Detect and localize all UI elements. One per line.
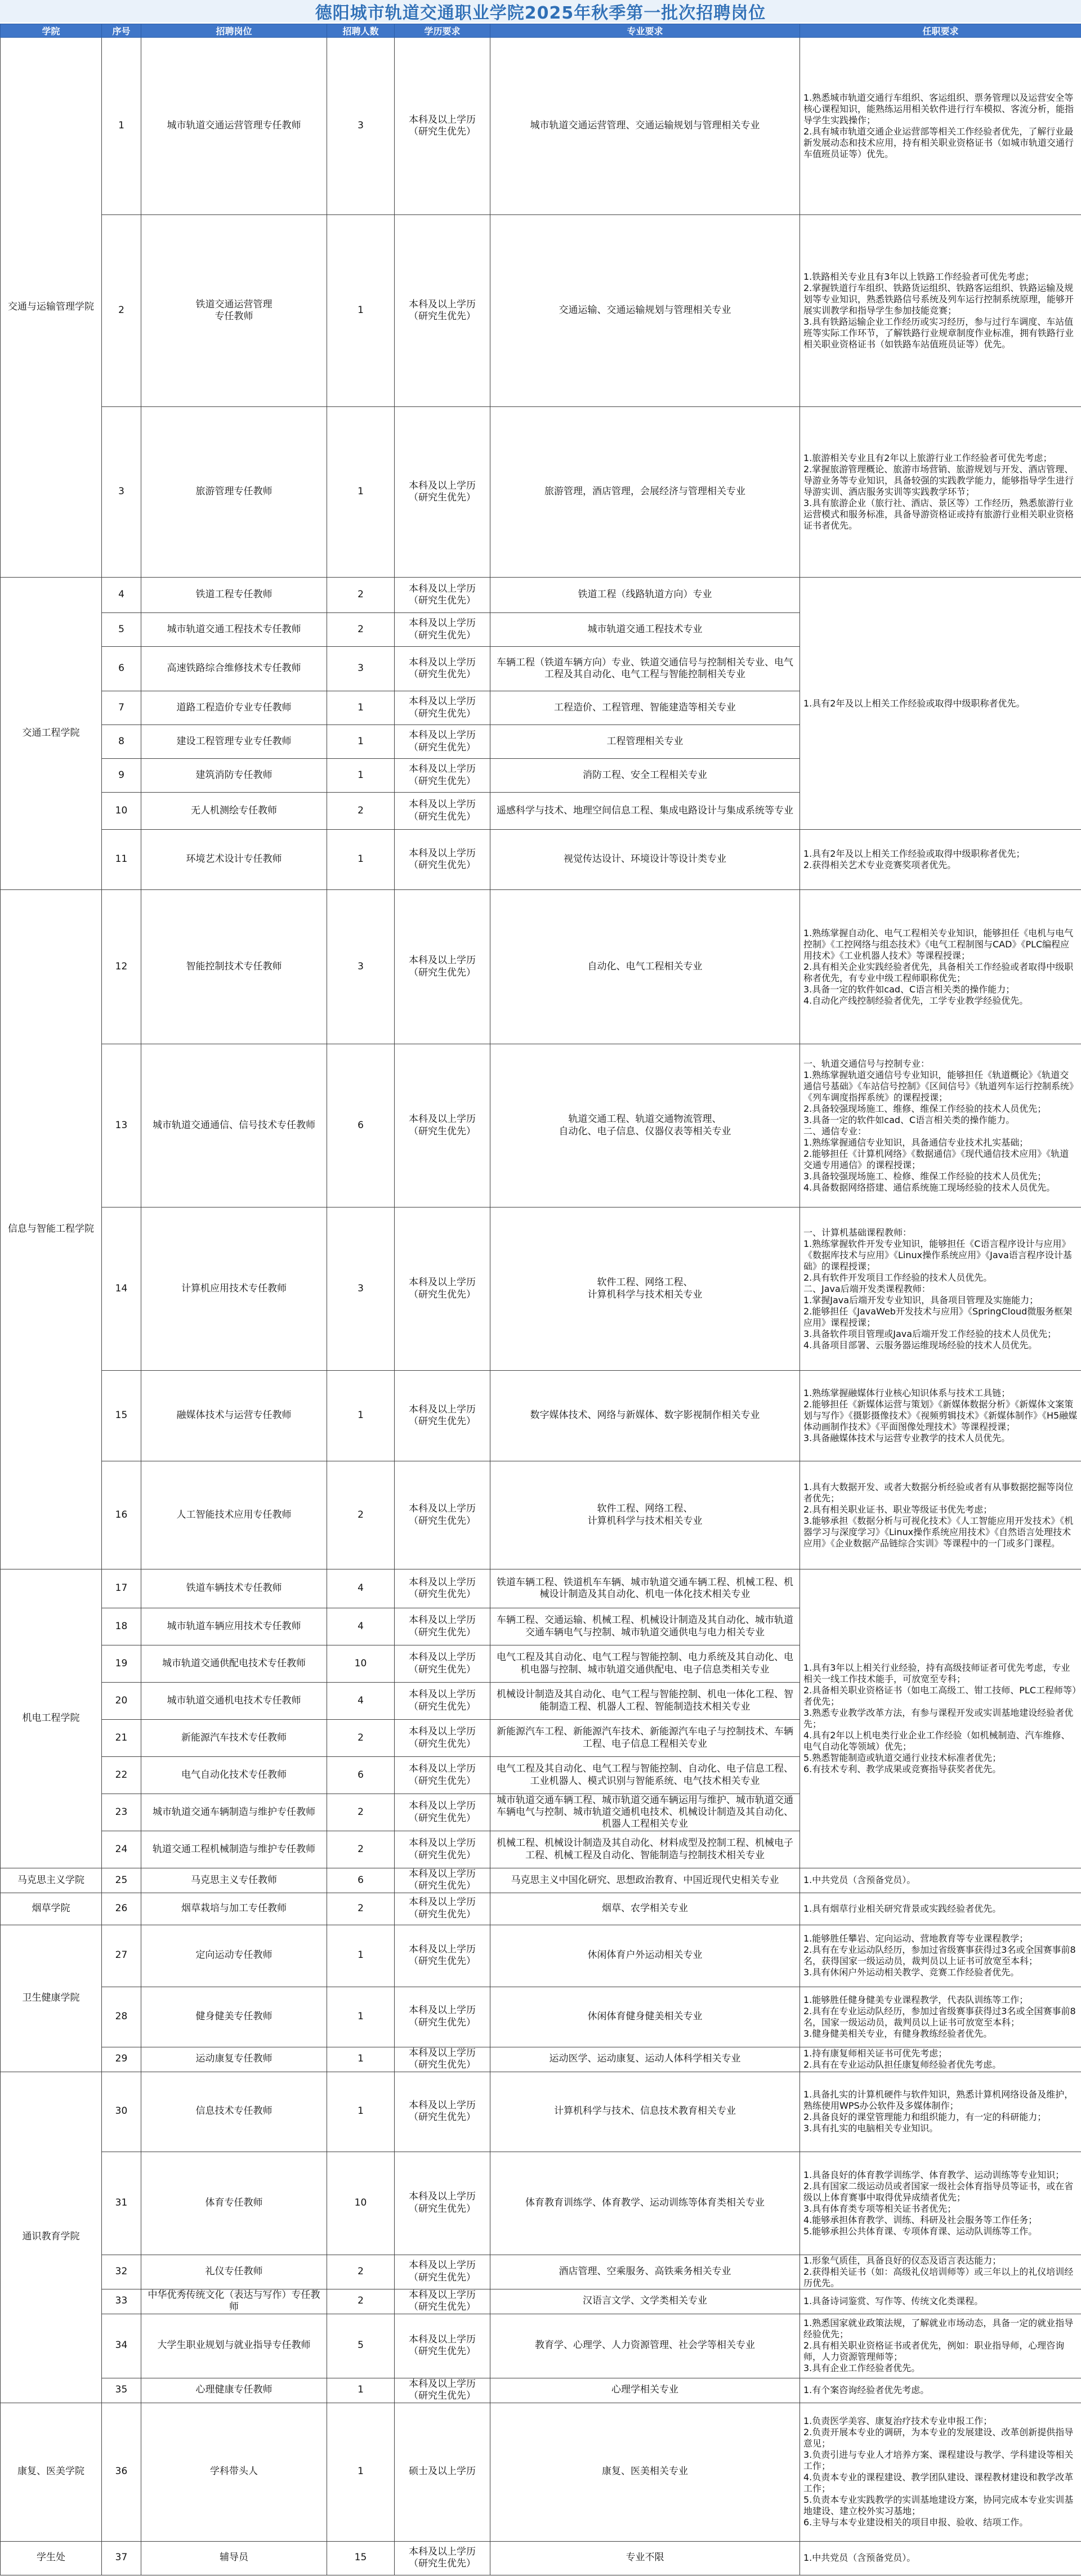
education-cell: 本科及以上学历 （研究生优先） <box>395 1208 490 1371</box>
seq-cell: 34 <box>102 2314 141 2378</box>
seq-cell: 5 <box>102 613 141 647</box>
count-cell: 2 <box>327 1893 395 1925</box>
header-seq: 序号 <box>102 24 141 38</box>
count-cell: 6 <box>327 1868 395 1893</box>
education-cell: 本科及以上学历 （研究生优先） <box>395 2047 490 2072</box>
major-cell: 工程管理相关专业 <box>490 725 800 759</box>
count-cell: 1 <box>327 2378 395 2403</box>
seq-cell: 13 <box>102 1044 141 1208</box>
major-cell: 康复、医美相关专业 <box>490 2403 800 2541</box>
post-cell: 城市轨道交通车辆制造与维护专任教师 <box>141 1794 327 1831</box>
education-cell: 本科及以上学历 （研究生优先） <box>395 793 490 830</box>
post-cell: 铁道交通运营管理 专任教师 <box>141 215 327 407</box>
count-cell: 1 <box>327 1371 395 1461</box>
post-cell: 城市轨道交通运营管理专任教师 <box>141 38 327 215</box>
major-cell: 城市轨道交通车辆工程、城市轨道交通车辆运用与维护、城市轨道交通车辆电气与控制、城市轨道交通机电技术、机械设计制造及其自动化、机器人工程相关专业 <box>490 1794 800 1831</box>
major-cell: 铁道工程（线路轨道方向）专业 <box>490 578 800 613</box>
major-cell: 汉语言文学、文学类相关专业 <box>490 2289 800 2314</box>
education-cell: 本科及以上学历 （研究生优先） <box>395 830 490 890</box>
seq-cell: 23 <box>102 1794 141 1831</box>
post-cell: 中华优秀传统文化（表达与写作）专任教师 <box>141 2289 327 2314</box>
seq-cell: 16 <box>102 1461 141 1569</box>
count-cell: 1 <box>327 691 395 725</box>
seq-cell: 2 <box>102 215 141 407</box>
post-cell: 健身健美专任教师 <box>141 1987 327 2047</box>
table-row <box>1 2289 1081 2314</box>
education-cell: 本科及以上学历 （研究生优先） <box>395 1757 490 1794</box>
education-cell: 本科及以上学历 （研究生优先） <box>395 1925 490 1987</box>
education-cell: 本科及以上学历 （研究生优先） <box>395 2072 490 2152</box>
title-bar <box>0 0 1081 23</box>
header-count: 招聘人数 <box>327 24 395 38</box>
requirements-cell: 1.具有2年及以上相关工作经验或取得中级职称者优先。 <box>800 578 1081 830</box>
header-major: 专业要求 <box>490 24 800 38</box>
count-cell: 3 <box>327 38 395 215</box>
seq-cell: 29 <box>102 2047 141 2072</box>
major-cell: 机械工程、机械设计制造及其自动化、材料成型及控制工程、机械电子工程、机械工程及自动化、智能制造与控制技术相关专业 <box>490 1831 800 1868</box>
seq-cell: 9 <box>102 759 141 793</box>
department-cell: 机电工程学院 <box>1 1569 102 1868</box>
requirements-cell: 1.能够胜任攀岩、定向运动、营地教育等专业课程教学； 2.具有在专业运动队经历，参加过省级赛事获得过3名或全国赛事前8名，获得国家一级运动员，裁判员以上证书可放宽至本科； 3.具有休闲户外运动相关教学、竞赛工作经验者优先。 <box>800 1925 1081 1987</box>
major-cell: 新能源汽车工程、新能源汽车技术、新能源汽车电子与控制技术、车辆工程、电子信息工程相关专业 <box>490 1720 800 1757</box>
post-cell: 城市轨道交通机电技术专任教师 <box>141 1683 327 1720</box>
requirements-cell: 1.具有3年以上相关行业经验，持有高级技师证者可优先考虑，专业相关一线工作技术能手，可放宽至专科； 2.具备相关职业资格证书（如电工高级工、钳工技师、PLC工程师等）者优先； 3.熟悉专业教学改革方法，有参与课程开发或实训基地建设经验者优先； 4.具有2年以上机电类行业企业工作经验（如机械制造、汽车维修、电气自动化等领域）优先； 5.熟悉智能制造或轨道交通行业技术标准者优先； 6.有技术专利、教学成果或竞赛指导获奖者优先。 <box>800 1569 1081 1868</box>
post-cell: 铁道车辆技术专任教师 <box>141 1569 327 1608</box>
education-cell: 本科及以上学历 （研究生优先） <box>395 2541 490 2575</box>
department-cell: 交通工程学院 <box>1 578 102 890</box>
requirements-cell: 1.能够胜任健身健美专业课程教学，代表队训练等工作； 2.具有在专业运动队经历，参加过省级赛事获得过3名或全国赛事前8名，国家一级运动员，裁判员以上证书可放宽至本科； 3.健身健美相关专业，有健身教练经验者优先。 <box>800 1987 1081 2047</box>
post-cell: 轨道交通工程机械制造与维护专任教师 <box>141 1831 327 1868</box>
table-row <box>1 1987 1081 2047</box>
count-cell: 6 <box>327 1757 395 1794</box>
seq-cell: 32 <box>102 2255 141 2289</box>
count-cell: 4 <box>327 1683 395 1720</box>
requirements-cell: 1.熟悉国家就业政策法规，了解就业市场动态，具备一定的就业指导经验优先； 2.具有相关职业资格证书或者优先，例如：职业指导师，心理咨询师，人力资源管理师等； 3.具有企业工作经验者优先。 <box>800 2314 1081 2378</box>
page-title: 德阳城市轨道交通职业学院2025年秋季第一批次招聘岗位 <box>315 3 766 23</box>
seq-cell: 37 <box>102 2541 141 2575</box>
post-cell: 城市轨道交通工程技术专任教师 <box>141 613 327 647</box>
seq-cell: 14 <box>102 1208 141 1371</box>
seq-cell: 8 <box>102 725 141 759</box>
post-cell: 新能源汽车技术专任教师 <box>141 1720 327 1757</box>
seq-cell: 1 <box>102 38 141 215</box>
table-row <box>1 1868 1081 1893</box>
count-cell: 10 <box>327 1645 395 1683</box>
education-cell: 本科及以上学历 （研究生优先） <box>395 890 490 1044</box>
education-cell: 本科及以上学历 （研究生优先） <box>395 613 490 647</box>
requirements-cell: 1.有个案咨询经验者优先考虑。 <box>800 2378 1081 2403</box>
major-cell: 工程造价、工程管理、智能建造等相关专业 <box>490 691 800 725</box>
major-cell: 机械设计制造及其自动化、电气工程与智能控制、机电一体化工程、智能制造工程、机器人工程、智能制造技术相关专业 <box>490 1683 800 1720</box>
education-cell: 本科及以上学历 （研究生优先） <box>395 1831 490 1868</box>
major-cell: 心理学相关专业 <box>490 2378 800 2403</box>
count-cell: 5 <box>327 2314 395 2378</box>
department-cell: 通识教育学院 <box>1 2072 102 2403</box>
count-cell: 3 <box>327 890 395 1044</box>
post-cell: 环境艺术设计专任教师 <box>141 830 327 890</box>
major-cell: 运动医学、运动康复、运动人体科学相关专业 <box>490 2047 800 2072</box>
post-cell: 建设工程管理专业专任教师 <box>141 725 327 759</box>
table-row <box>1 38 1081 215</box>
post-cell: 电气自动化技术专任教师 <box>141 1757 327 1794</box>
education-cell: 本科及以上学历 （研究生优先） <box>395 2289 490 2314</box>
header-post: 招聘岗位 <box>141 24 327 38</box>
post-cell: 体育专任教师 <box>141 2152 327 2255</box>
major-cell: 自动化、电气工程相关专业 <box>490 890 800 1044</box>
recruitment-table <box>0 24 1081 2575</box>
education-cell: 本科及以上学历 （研究生优先） <box>395 1987 490 2047</box>
count-cell: 15 <box>327 2541 395 2575</box>
seq-cell: 7 <box>102 691 141 725</box>
seq-cell: 10 <box>102 793 141 830</box>
seq-cell: 30 <box>102 2072 141 2152</box>
requirements-cell: 1.具备扎实的计算机硬件与软件知识，熟悉计算机网络设备及维护，熟练使用WPS办公软件及多媒体制作； 2.具备良好的课堂管理能力和组织能力，有一定的科研能力； 3.具有扎实的电脑相关专业知识。 <box>800 2072 1081 2152</box>
header-requirements: 任职要求 <box>800 24 1081 38</box>
requirements-cell: 1.持有康复师相关证书可优先考虑； 2.具有在专业运动队担任康复师经验者优先考虑。 <box>800 2047 1081 2072</box>
seq-cell: 20 <box>102 1683 141 1720</box>
major-cell: 体育教育训练学、体育教学、运动训练等体育类相关专业 <box>490 2152 800 2255</box>
post-cell: 道路工程造价专业专任教师 <box>141 691 327 725</box>
education-cell: 本科及以上学历 （研究生优先） <box>395 2378 490 2403</box>
department-cell: 信息与智能工程学院 <box>1 890 102 1569</box>
post-cell: 计算机应用技术专任教师 <box>141 1208 327 1371</box>
education-cell: 本科及以上学历 （研究生优先） <box>395 1720 490 1757</box>
seq-cell: 11 <box>102 830 141 890</box>
post-cell: 智能控制技术专任教师 <box>141 890 327 1044</box>
table-body <box>1 38 1081 2575</box>
post-cell: 心理健康专任教师 <box>141 2378 327 2403</box>
education-cell: 本科及以上学历 （研究生优先） <box>395 759 490 793</box>
post-cell: 建筑消防专任教师 <box>141 759 327 793</box>
table-row <box>1 890 1081 1044</box>
seq-cell: 28 <box>102 1987 141 2047</box>
requirements-cell: 1.铁路相关专业且有3年以上铁路工作经验者可优先考虑； 2.掌握铁道行车组织、铁路货运组织、铁路客运组织、铁路运输及规划等专业知识，熟悉铁路信号系统及列车运行控制系统原理，能够开展实训教学和指导学生参加技能竞赛； 3.具有铁路运输企业工作经历或实习经历，参与过行车调度、车站值班等实际工作环节，了解铁路行业规章制度作业标准，拥有铁路行业相关职业资格证书（如铁路车站值班员证等）优先。 <box>800 215 1081 407</box>
post-cell: 信息技术专任教师 <box>141 2072 327 2152</box>
education-cell: 本科及以上学历 （研究生优先） <box>395 2255 490 2289</box>
major-cell: 车辆工程、交通运输、机械工程、机械设计制造及其自动化、城市轨道交通车辆电气与控制、城市轨道交通供电与电力相关专业 <box>490 1608 800 1645</box>
seq-cell: 12 <box>102 890 141 1044</box>
count-cell: 2 <box>327 2289 395 2314</box>
count-cell: 1 <box>327 759 395 793</box>
count-cell: 6 <box>327 1044 395 1208</box>
education-cell: 本科及以上学历 （研究生优先） <box>395 725 490 759</box>
table-row <box>1 1044 1081 1208</box>
count-cell: 1 <box>327 2403 395 2541</box>
major-cell: 旅游管理，酒店管理，会展经济与管理相关专业 <box>490 407 800 578</box>
requirements-cell: 1.旅游相关专业且有2年以上旅游行业工作经验者可优先考虑； 2.掌握旅游管理概论、旅游市场营销、旅游规划与开发、酒店管理、导游业务等专业知识，具备较强的实践教学能力，能够指导学生进行导游实训、酒店服务实训等实践教学环节； 3.具有旅游企业（旅行社、酒店、景区等）工作经历，熟悉旅游行业运营模式和服务标准，具备导游资格证或持有旅游行业相关职业资格证书者优先。 <box>800 407 1081 578</box>
count-cell: 2 <box>327 793 395 830</box>
count-cell: 1 <box>327 1925 395 1987</box>
seq-cell: 15 <box>102 1371 141 1461</box>
major-cell: 视觉传达设计、环境设计等设计类专业 <box>490 830 800 890</box>
table-row <box>1 1208 1081 1371</box>
major-cell: 专业不限 <box>490 2541 800 2575</box>
count-cell: 2 <box>327 1720 395 1757</box>
table-row <box>1 1569 1081 1608</box>
count-cell: 2 <box>327 2255 395 2289</box>
major-cell: 休闲体育户外运动相关专业 <box>490 1925 800 1987</box>
seq-cell: 18 <box>102 1608 141 1645</box>
department-cell: 马克思主义学院 <box>1 1868 102 1893</box>
post-cell: 辅导员 <box>141 2541 327 2575</box>
table-row <box>1 2255 1081 2289</box>
table-row <box>1 215 1081 407</box>
table-row <box>1 1925 1081 1987</box>
table-row <box>1 1461 1081 1569</box>
major-cell: 铁道车辆工程、铁道机车车辆、城市轨道交通车辆工程、机械工程、机械设计制造及其自动化、机电一体化技术相关专业 <box>490 1569 800 1608</box>
major-cell: 软件工程、网络工程、 计算机科学与技术相关专业 <box>490 1461 800 1569</box>
major-cell: 城市轨道交通工程技术专业 <box>490 613 800 647</box>
table-row <box>1 2541 1081 2575</box>
department-cell: 学生处 <box>1 2541 102 2575</box>
education-cell: 本科及以上学历 （研究生优先） <box>395 1794 490 1831</box>
count-cell: 1 <box>327 215 395 407</box>
education-cell: 本科及以上学历 （研究生优先） <box>395 2152 490 2255</box>
seq-cell: 22 <box>102 1757 141 1794</box>
seq-cell: 35 <box>102 2378 141 2403</box>
post-cell: 运动康复专任教师 <box>141 2047 327 2072</box>
table-row <box>1 407 1081 578</box>
department-cell: 烟草学院 <box>1 1893 102 1925</box>
count-cell: 4 <box>327 1608 395 1645</box>
requirements-cell: 1.熟练掌握融媒体行业核心知识体系与技术工具链； 2.能够担任《新媒体运营与策划》《新媒体数据分析》《新媒体文案策划与写作》《摄影摄像技术》《视频剪辑技术》《新媒体制作》《H5融媒体动画制作技术》《平面图像处理技术》等课程授课； 3.具备融媒体技术与运营专业教学的技术人员优先。 <box>800 1371 1081 1461</box>
major-cell: 软件工程、网络工程、 计算机科学与技术相关专业 <box>490 1208 800 1371</box>
count-cell: 2 <box>327 1794 395 1831</box>
major-cell: 休闲体育健身健美相关专业 <box>490 1987 800 2047</box>
table-row <box>1 2378 1081 2403</box>
post-cell: 人工智能技术应用专任教师 <box>141 1461 327 1569</box>
post-cell: 烟草栽培与加工专任教师 <box>141 1893 327 1925</box>
requirements-cell: 1.负责医学美容、康复治疗技术专业申报工作； 2.负责开展本专业的调研，为本专业的发展建设、改革创新提供指导意见； 3.负责引进与专业人才培养方案、课程建设与教学、学科建设等相关工作； 4.负责本专业的课程建设、教学团队建设、课程教材建设和教学改革工作； 5.负责本专业实践教学的实训基地建设方案，协同完成本专业实训基地建设、建立校外实习基地； 6.主导与本专业建设相关的项目申报、验收、结项工作。 <box>800 2403 1081 2541</box>
education-cell: 本科及以上学历 （研究生优先） <box>395 407 490 578</box>
seq-cell: 17 <box>102 1569 141 1608</box>
seq-cell: 19 <box>102 1645 141 1683</box>
post-cell: 城市轨道交通供配电技术专任教师 <box>141 1645 327 1683</box>
major-cell: 车辆工程（铁道车辆方向）专业、铁道交通信号与控制相关专业、电气工程及其自动化、电气工程与智能控制相关专业 <box>490 647 800 691</box>
requirements-cell: 1.具备诗词鉴赏、写作等、传统文化类课程。 <box>800 2289 1081 2314</box>
requirements-cell: 1.具有烟草行业相关研究背景或实践经验者优先。 <box>800 1893 1081 1925</box>
major-cell: 轨道交通工程、轨道交通物流管理、 自动化、电子信息、仪器仪表等相关专业 <box>490 1044 800 1208</box>
table-row <box>1 2047 1081 2072</box>
education-cell: 本科及以上学历 （研究生优先） <box>395 2314 490 2378</box>
table-row <box>1 1893 1081 1925</box>
table-row <box>1 830 1081 890</box>
count-cell: 1 <box>327 830 395 890</box>
count-cell: 1 <box>327 2047 395 2072</box>
requirements-cell: 1.中共党员（含预备党员）。 <box>800 2541 1081 2575</box>
count-cell: 2 <box>327 578 395 613</box>
education-cell: 本科及以上学历 （研究生优先） <box>395 1645 490 1683</box>
seq-cell: 21 <box>102 1720 141 1757</box>
major-cell: 消防工程、安全工程相关专业 <box>490 759 800 793</box>
education-cell: 本科及以上学历 （研究生优先） <box>395 1683 490 1720</box>
count-cell: 1 <box>327 725 395 759</box>
count-cell: 1 <box>327 407 395 578</box>
major-cell: 烟草、农学相关专业 <box>490 1893 800 1925</box>
education-cell: 本科及以上学历 （研究生优先） <box>395 691 490 725</box>
education-cell: 本科及以上学历 （研究生优先） <box>395 1868 490 1893</box>
seq-cell: 33 <box>102 2289 141 2314</box>
post-cell: 定向运动专任教师 <box>141 1925 327 1987</box>
education-cell: 本科及以上学历 （研究生优先） <box>395 647 490 691</box>
post-cell: 铁道工程专任教师 <box>141 578 327 613</box>
count-cell: 3 <box>327 1208 395 1371</box>
table-row <box>1 2072 1081 2152</box>
major-cell: 遥感科学与技术、地理空间信息工程、集成电路设计与集成系统等专业 <box>490 793 800 830</box>
department-cell: 康复、医美学院 <box>1 2403 102 2541</box>
table-row <box>1 2314 1081 2378</box>
education-cell: 本科及以上学历 （研究生优先） <box>395 1569 490 1608</box>
major-cell: 交通运输、交通运输规划与管理相关专业 <box>490 215 800 407</box>
major-cell: 数字媒体技术、网络与新媒体、数字影视制作相关专业 <box>490 1371 800 1461</box>
table-row <box>1 2403 1081 2541</box>
requirements-cell: 一、计算机基础课程教师： 1.熟练掌握软件开发专业知识，能够担任《C语言程序设计与应用》《数据库技术与应用》《Linux操作系统应用》《Java语言程序设计基础》的课程授课； 2.具有软件开发项目工作经验的技术人员优先。 二、Java后端开发类课程教师： 1.掌握Java后端开发专业知识，具备项目管理及实施能力； 2.能够担任《JavaWeb开发技术与应用》《SpringCloud微服务框架应用》课程授课； 3.具备软件项目管理或Java后端开发工作经验的技术人员优先； 4.具备项目部署、云服务器运维现场经验的技术人员优先。 <box>800 1208 1081 1371</box>
major-cell: 电气工程及其自动化、电气工程与智能控制、电力系统及其自动化、电机电器与控制、城市轨道交通供配电、电子信息类相关专业 <box>490 1645 800 1683</box>
education-cell: 本科及以上学历 （研究生优先） <box>395 1044 490 1208</box>
seq-cell: 3 <box>102 407 141 578</box>
count-cell: 2 <box>327 1831 395 1868</box>
seq-cell: 4 <box>102 578 141 613</box>
education-cell: 本科及以上学历 （研究生优先） <box>395 1461 490 1569</box>
seq-cell: 25 <box>102 1868 141 1893</box>
major-cell: 电气工程及其自动化、电气工程与智能控制、自动化、电子信息工程、工业机器人、模式识别与智能系统、电气技术相关专业 <box>490 1757 800 1794</box>
post-cell: 无人机测绘专任教师 <box>141 793 327 830</box>
requirements-cell: 1.形象气质佳，具备良好的仪态及语言表达能力； 2.获得相关证书（如：高级礼仪培训师等）或三年以上的礼仪培训经历优先。 <box>800 2255 1081 2289</box>
seq-cell: 26 <box>102 1893 141 1925</box>
requirements-cell: 1.中共党员（含预备党员）。 <box>800 1868 1081 1893</box>
seq-cell: 6 <box>102 647 141 691</box>
post-cell: 马克思主义专任教师 <box>141 1868 327 1893</box>
table-row <box>1 1371 1081 1461</box>
post-cell: 高速铁路综合维修技术专任教师 <box>141 647 327 691</box>
count-cell: 2 <box>327 1461 395 1569</box>
count-cell: 4 <box>327 1569 395 1608</box>
requirements-cell: 一、轨道交通信号与控制专业： 1.熟练掌握轨道交通信号专业知识，能够担任《轨道概论》《轨道交通信号基础》《车站信号控制》《区间信号》《轨道列车运行控制系统》《列车调度指挥系统》的课程授课； 2.具备较强现场施工、维修、维保工作经验的技术人员优先； 3.具备一定的软件如cad、C语言相关类的操作能力。 二、通信专业： 1.熟练掌握通信专业知识，具备通信专业技术扎实基础； 2.能够担任《计算机网络》《数据通信》《现代通信技术应用》《轨道交通专用通信》的课程授课； 3.具备较强现场施工、检修、维保工作经验的技术人员优先； 4.具备数据网络搭建、通信系统施工现场经验的技术人员优先。 <box>800 1044 1081 1208</box>
count-cell: 10 <box>327 2152 395 2255</box>
post-cell: 学科带头人 <box>141 2403 327 2541</box>
seq-cell: 27 <box>102 1925 141 1987</box>
post-cell: 大学生职业规划与就业指导专任教师 <box>141 2314 327 2378</box>
requirements-cell: 1.熟练掌握自动化、电气工程相关专业知识，能够担任《电机与电气控制》《工控网络与组态技术》《电气工程制图与CAD》《PLC编程应用技术》《工业机器人技术》等课程授课； 2.具有相关企业实践经验者优先，具备相关工作经验或者取得中级职称者优先，有专业中级工程师职称优先； 3.具备一定的软件如cad、C语言相关类的操作能力； 4.自动化产线控制经验者优先，工学专业教学经验优先。 <box>800 890 1081 1044</box>
education-cell: 本科及以上学历 （研究生优先） <box>395 1893 490 1925</box>
major-cell: 马克思主义中国化研究、思想政治教育、中国近现代史相关专业 <box>490 1868 800 1893</box>
education-cell: 本科及以上学历 （研究生优先） <box>395 215 490 407</box>
education-cell: 硕士及以上学历 <box>395 2403 490 2541</box>
major-cell: 教育学、心理学、人力资源管理、社会学等相关专业 <box>490 2314 800 2378</box>
table-row <box>1 578 1081 613</box>
count-cell: 3 <box>327 647 395 691</box>
seq-cell: 36 <box>102 2403 141 2541</box>
header-education: 学历要求 <box>395 24 490 38</box>
department-cell: 交通与运输管理学院 <box>1 38 102 578</box>
seq-cell: 31 <box>102 2152 141 2255</box>
education-cell: 本科及以上学历 （研究生优先） <box>395 1608 490 1645</box>
department-cell: 卫生健康学院 <box>1 1925 102 2072</box>
major-cell: 酒店管理、空乘服务、高铁乘务相关专业 <box>490 2255 800 2289</box>
major-cell: 计算机科学与技术、信息技术教育相关专业 <box>490 2072 800 2152</box>
post-cell: 城市轨道车辆应用技术专任教师 <box>141 1608 327 1645</box>
table-row <box>1 2152 1081 2255</box>
post-cell: 城市轨道交通通信、信号技术专任教师 <box>141 1044 327 1208</box>
header-row <box>1 24 1081 38</box>
count-cell: 1 <box>327 2072 395 2152</box>
seq-cell: 24 <box>102 1831 141 1868</box>
education-cell: 本科及以上学历 （研究生优先） <box>395 38 490 215</box>
count-cell: 1 <box>327 1987 395 2047</box>
requirements-cell: 1.具备良好的体育教学训练学、体育教学、运动训练等专业知识； 2.具有国家二级运动员或者国家一级社会体育指导员等证书，或在省级以上体育赛事中取得优异成绩者优先； 3.具有体育类专项等相关证书者优先； 4.能够承担体育教学、训练、科研及社会服务等工作任务； 5.能够承担公共体育课、专项体育课、运动队训练等工作。 <box>800 2152 1081 2255</box>
post-cell: 融媒体技术与运营专任教师 <box>141 1371 327 1461</box>
requirements-cell: 1.具有大数据开发、或者大数据分析经验或者有从事数据挖掘等岗位者优先； 2.具有相关职业证书、职业等级证书优先考虑； 3.能够承担《数据分析与可视化技术》《人工智能应用开发技术》《机器学习与深度学习》《Linux操作系统应用技术》《自然语言处理技术应用》《企业数据产品链综合实训》等课程中的一门或多门课程。 <box>800 1461 1081 1569</box>
requirements-cell: 1.熟悉城市轨道交通行车组织、客运组织、票务管理以及运营安全等核心课程知识，能熟练运用相关软件进行行车模拟、客流分析，能指导学生实践操作； 2.具有城市轨道交通企业运营部等相关工作经验者优先，了解行业最新发展动态和技术应用，持有相关职业资格证书（如城市轨道交通行车值班员证等）优先。 <box>800 38 1081 215</box>
post-cell: 旅游管理专任教师 <box>141 407 327 578</box>
education-cell: 本科及以上学历 （研究生优先） <box>395 578 490 613</box>
post-cell: 礼仪专任教师 <box>141 2255 327 2289</box>
count-cell: 2 <box>327 613 395 647</box>
major-cell: 城市轨道交通运营管理、交通运输规划与管理相关专业 <box>490 38 800 215</box>
requirements-cell: 1.具有2年及以上相关工作经验或取得中级职称者优先； 2.获得相关艺术专业竞赛奖项者优先。 <box>800 830 1081 890</box>
header-department: 学院 <box>1 24 102 38</box>
education-cell: 本科及以上学历 （研究生优先） <box>395 1371 490 1461</box>
